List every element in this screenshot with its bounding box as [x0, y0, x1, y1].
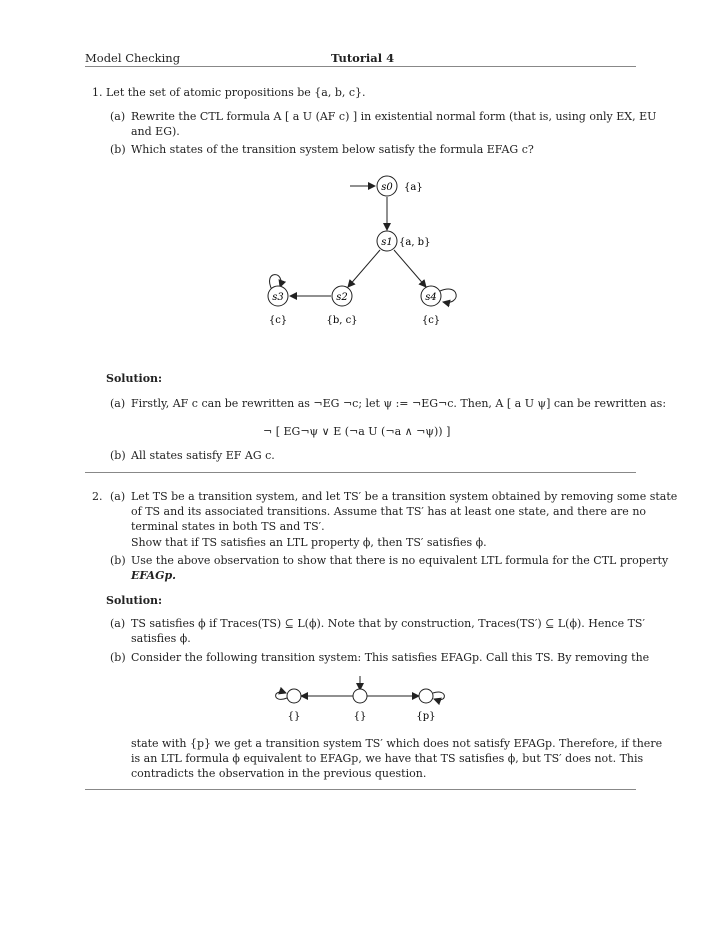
state-s1-props: {a, b}: [399, 237, 431, 248]
state-s1-name: s1: [381, 237, 393, 248]
state-s2-props: {b, c}: [326, 315, 358, 326]
q2b-line1: Use the above observation to show that there is no equivalent LTL formula for the CTL property: [131, 554, 669, 567]
state-s4-name: s4: [425, 292, 437, 303]
edge-s1-s2: [348, 250, 380, 287]
q1a-line2: and EG).: [131, 125, 180, 138]
q1b-label: (b): [110, 143, 126, 156]
state-s0-name: s0: [381, 182, 393, 193]
q1a-label: (a): [110, 110, 126, 123]
q1-sol-b-text: All states satisfy EF AG c.: [131, 449, 275, 462]
q2a-line2: of TS and its associated transitions. Assume that TS′ has at least one state, and there are no: [131, 505, 647, 518]
state-right-props: {p}: [416, 711, 436, 722]
small-transition-system-diagram: [0, 668, 720, 728]
q2-sol-a-line1: TS satisfies ϕ if Traces(TS) ⊆ L(ϕ). Note that by construction, Traces(TS′) ⊆ L(ϕ). Hence TS′: [131, 617, 645, 630]
section-rule-1: [85, 472, 636, 473]
edge-s1-s4: [394, 250, 426, 287]
state-right: [419, 689, 433, 703]
state-s3-name: s3: [272, 292, 284, 303]
q2-sol-b-line4: contradicts the observation in the previous question.: [131, 767, 427, 780]
q2-number: 2.: [92, 490, 103, 503]
q2-sol-a-label: (a): [110, 617, 126, 630]
section-rule-2: [85, 789, 636, 790]
state-s2-name: s2: [336, 292, 348, 303]
q2-solution-heading: Solution:: [106, 594, 163, 607]
header-title: Tutorial 4: [331, 51, 395, 65]
q2b-line2: EFAGp.: [131, 569, 176, 582]
state-left: [287, 689, 301, 703]
q1-sol-a-formula: ¬ [ EG¬ψ ∨ E (¬a U (¬a ∧ ¬ψ)) ]: [263, 425, 451, 438]
self-loop-s4: [440, 289, 456, 302]
q2-sol-b-label: (b): [110, 651, 126, 664]
q1-sol-a-text: Firstly, AF c can be rewritten as ¬EG ¬c; let ψ := ¬EG¬c. Then, A [ a U ψ] can be rewritten as:: [131, 397, 667, 410]
state-left-props: {}: [287, 711, 301, 722]
transition-system-diagram: [0, 0, 720, 340]
state-s0-props: {a}: [404, 182, 423, 193]
q2-sol-a-line2: satisfies ϕ.: [131, 632, 191, 645]
q2-sol-b-line3: is an LTL formula ϕ equivalent to EFAGp, we have that TS satisfies ϕ, but TS′ does not. This: [131, 752, 644, 765]
q2-sol-b-line1: Consider the following transition system: This satisfies EFAGp. Call this TS. By removing the: [131, 651, 650, 664]
q1-intro: Let the set of atomic propositions be {a, b, c}.: [106, 86, 366, 99]
q1a-line1: Rewrite the CTL formula A [ a U (AF c) ] in existential normal form (that is, using only EX, EU: [131, 110, 657, 123]
state-s3-props: {c}: [268, 315, 288, 326]
q2a-line4: Show that if TS satisfies an LTL property ϕ, then TS′ satisfies ϕ.: [131, 536, 487, 549]
q1-number: 1.: [92, 86, 103, 99]
self-loop-left: [276, 692, 287, 699]
q2-sol-b-line2: state with {p} we get a transition system TS′ which does not satisfy EFAGp. Therefore, if there: [131, 737, 663, 750]
state-mid: [353, 689, 367, 703]
q2a-label: (a): [110, 490, 126, 503]
self-loop-right: [433, 692, 444, 700]
q1-sol-b-label: (b): [110, 449, 126, 462]
q1b-text: Which states of the transition system below satisfy the formula EFAG c?: [131, 143, 534, 156]
state-s4-props: {c}: [421, 315, 441, 326]
q2b-label: (b): [110, 554, 126, 567]
state-mid-props: {}: [353, 711, 367, 722]
q2a-line3: terminal states in both TS and TS′.: [131, 520, 325, 533]
q2a-line1: Let TS be a transition system, and let TS′ be a transition system obtained by removing some state: [131, 490, 678, 503]
q1-sol-a-label: (a): [110, 397, 126, 410]
header-course: Model Checking: [85, 51, 181, 65]
q1-solution-heading: Solution:: [106, 372, 163, 385]
